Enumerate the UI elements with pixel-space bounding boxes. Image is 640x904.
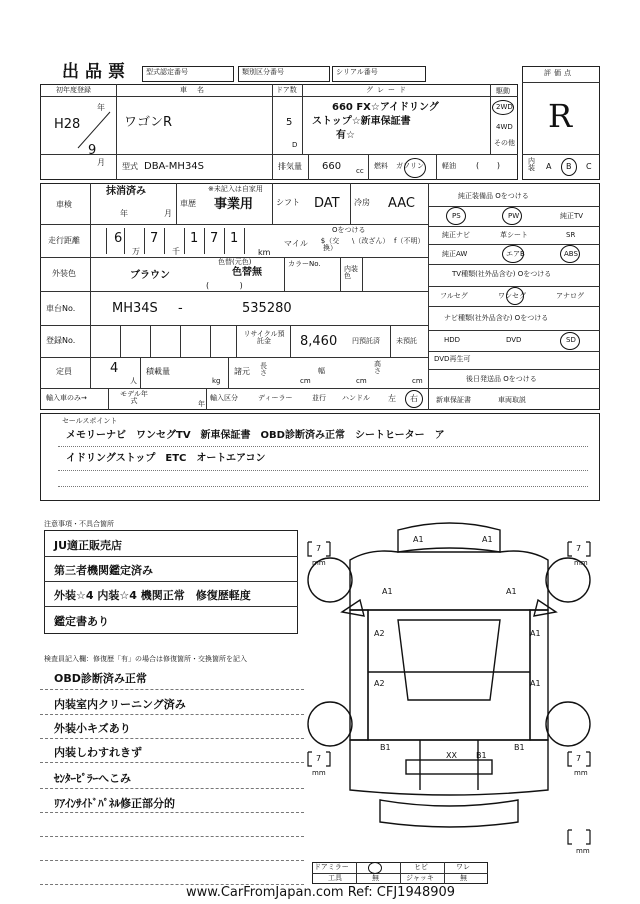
height-cm: cm — [412, 377, 423, 385]
after-title: 後日発送品 Oをつける — [466, 375, 537, 383]
tread-fr: 7 — [576, 544, 582, 553]
type-no-label: 型式認定番号 — [146, 68, 188, 76]
mile-opt-1: $（交換） — [320, 237, 340, 252]
handle-left: 左 — [388, 394, 396, 403]
mark-door-rr: A1 — [530, 679, 541, 688]
model-year-suffix: 年 — [198, 400, 205, 408]
chassis-label: 車台No. — [46, 304, 76, 313]
width-label: 幅 — [318, 367, 325, 375]
displacement-value: 660 — [322, 161, 342, 172]
crack-label: ヒビ — [414, 863, 428, 871]
model-year-label: モデル年式 — [120, 390, 148, 405]
door-mirror-label: ドアミラー — [314, 863, 349, 871]
interior-b: B — [566, 162, 572, 171]
tv-analog: アナログ — [556, 292, 584, 300]
chassis-model: MH34S — [112, 301, 158, 316]
shaken-year: 年 — [120, 209, 128, 218]
mileage-digit-5: 1 — [230, 231, 239, 246]
mile-opt-3: f（不明） — [394, 237, 425, 245]
score-label: 評価点 — [544, 69, 574, 77]
sales-points-label: セールスポイント — [62, 417, 118, 425]
equip-sr: SR — [566, 231, 576, 239]
drive-4wd: 4WD — [496, 123, 513, 131]
tool-label: 工具 — [328, 874, 342, 882]
tread-rr-mm: mm — [574, 769, 588, 777]
doors-value: 5 — [286, 117, 293, 128]
recycle-done: 円預託済 — [352, 337, 380, 345]
shaken-label: 車検 — [56, 200, 72, 209]
import-parallel: 並行 — [312, 394, 326, 402]
drive-label: 駆動 — [496, 87, 510, 95]
serial-label: シリアル番号 — [336, 68, 378, 76]
handle-label: ハンドル — [342, 394, 370, 402]
color-change-value: 色替無 — [232, 267, 262, 278]
doors-label: ドア数 — [276, 86, 297, 94]
note-3: 外装☆4 内装☆4 機関正常 修復歴軽度 — [54, 589, 251, 602]
cc-unit: cc — [356, 167, 364, 175]
inspector-4: 内装しわすれきず — [54, 746, 142, 759]
chassis-no: 535280 — [242, 301, 292, 316]
unit-man: 万 — [132, 247, 140, 256]
mark-front-left: A1 — [382, 587, 393, 596]
mileage-digit-3: 1 — [190, 231, 199, 246]
interior-color-label: 内装色 — [344, 265, 358, 280]
after-warranty: 新車保証書 — [436, 396, 471, 404]
tool-none: 無 — [372, 874, 379, 882]
history-value: 事業用 — [214, 197, 254, 212]
model-label: 型式 — [122, 162, 138, 171]
mileage-digit-4: 7 — [210, 231, 219, 246]
tv-fullseg: フルセグ — [440, 292, 468, 300]
mileage-digit-1: 6 — [114, 231, 123, 246]
equip-leather: 革シート — [500, 231, 528, 239]
cooler-value: AAC — [388, 196, 415, 211]
fuel-gasoline: ガソリン — [396, 162, 424, 170]
reg-year: H28 — [54, 117, 81, 132]
color-value: ブラウン — [130, 270, 170, 281]
tread-rr: 7 — [576, 754, 582, 763]
equip-pw: PW — [508, 212, 520, 220]
page-title: 出品票 — [62, 62, 131, 82]
name-label: 車名 — [180, 86, 214, 94]
interior-label: 内装 — [528, 157, 535, 172]
tread-rl-mm: mm — [312, 769, 326, 777]
shaken-month: 月 — [164, 209, 172, 218]
jack-none: 無 — [460, 874, 467, 882]
mileage-label: 走行距離 — [48, 236, 80, 245]
inspector-label: 検査員記入欄：修復歴「有」の場合は修復箇所・交換箇所を記入 — [44, 655, 247, 663]
tv-oneseg: ワンセグ — [498, 292, 526, 300]
equip-ps: PS — [452, 212, 461, 220]
capacity-unit: 人 — [130, 377, 137, 385]
equip-abs: ABS — [564, 250, 578, 258]
shaken-value: 抹消済み — [106, 186, 146, 197]
reg-month: 9 — [88, 143, 97, 158]
shift-value: DAT — [314, 196, 340, 211]
history-label: 車歴 — [180, 199, 196, 208]
color-no-label: カラーNo. — [288, 260, 321, 268]
jack-label: ジャッキ — [406, 874, 434, 882]
sales-points-line1: メモリーナビ ワンセグTV 新車保証書 OBD診断済み正常 シートヒーター ア — [66, 430, 445, 441]
displacement-label: 排気量 — [278, 162, 302, 171]
capacity-value: 4 — [110, 361, 119, 376]
equip-aw: 純正AW — [442, 250, 468, 258]
history-note: ※未記入は自家用 — [208, 185, 263, 193]
note-4: 鑑定書あり — [54, 615, 109, 628]
navi-dvd: DVD — [506, 336, 522, 344]
drive-other: その他 — [494, 139, 515, 147]
tread-fl-mm: mm — [312, 559, 326, 567]
import-kind-label: 輸入区分 — [210, 394, 238, 402]
note-1: JU適正販売店 — [54, 539, 123, 552]
mark-roof-left: A1 — [413, 535, 424, 544]
chassis-dash: - — [178, 301, 183, 316]
mileage-digit-2: 7 — [150, 231, 159, 246]
after-manual: 車両取説 — [498, 396, 526, 404]
width-cm: cm — [356, 377, 367, 385]
dvd-label: DVD再生可 — [434, 355, 471, 363]
footer-ref: www.CarFromJapan.com Ref: CFJ1948909 — [186, 885, 456, 900]
sales-points-line2: イドリングストップ ETC オートエアコン — [66, 453, 266, 464]
mark-front-right: A1 — [506, 587, 517, 596]
color-change-label: 色替(元色) — [218, 258, 252, 266]
fuel-label: 燃料 — [374, 162, 388, 170]
unit-sen: 千 — [172, 247, 180, 256]
inspector-2: 内装室内クリーニング済み — [54, 698, 186, 711]
import-dealer: ディーラー — [258, 394, 293, 402]
inspector-6: ﾘｱｲﾝｻｲﾄﾞﾊﾟﾈﾙ修正部分的 — [54, 797, 175, 810]
mark-door-fr: A1 — [530, 629, 541, 638]
year-kanji: 年 — [97, 103, 105, 112]
model-value: DBA-MH34S — [144, 161, 205, 172]
grade-line2: ストップ☆新車保証書 — [312, 116, 411, 127]
first-reg-label: 初年度登録 — [56, 86, 91, 94]
import-label: 輸入車のみ→ — [46, 394, 87, 402]
mile-circle-note: Oをつける — [332, 226, 366, 234]
handle-right: 右 — [410, 394, 418, 403]
equipment-title: 純正装備品 Oをつける — [458, 192, 529, 200]
recycle-not: 未預託 — [396, 337, 417, 345]
capacity-label: 定員 — [56, 367, 72, 376]
mark-rear-center: XX — [446, 751, 457, 760]
grade-line1: 660 FX☆アイドリング — [332, 102, 439, 113]
equip-navi: 純正ナビ — [442, 231, 470, 239]
interior-c: C — [586, 162, 592, 171]
inspector-3: 外装小キズあり — [54, 722, 131, 735]
break-label: ワレ — [456, 863, 470, 871]
navi-hdd: HDD — [444, 336, 461, 344]
class-no-label: 類別区分番号 — [242, 68, 284, 76]
equip-airbag: エアB — [506, 250, 525, 258]
notes-label: 注意事項・不具合箇所 — [44, 520, 114, 528]
mark-rear-right: B1 — [514, 743, 525, 752]
load-label: 積載量 — [146, 367, 170, 376]
mark-rear-left: B1 — [380, 743, 391, 752]
cooler-label: 冷房 — [354, 198, 370, 207]
tread-fr-mm: mm — [574, 559, 588, 567]
grade-line3: 有☆ — [336, 130, 355, 141]
doors-sub: D — [292, 141, 298, 149]
color-label: 外装色 — [52, 269, 76, 278]
note-2: 第三者機関鑑定済み — [54, 564, 153, 577]
mark-roof-right: A1 — [482, 535, 493, 544]
mark-door-fl: A2 — [374, 629, 385, 638]
recycle-value: 8,460 — [300, 334, 338, 349]
mile-opt-2: \（改ざん） — [352, 237, 390, 245]
drive-2wd: 2WD — [496, 103, 513, 111]
height-label: 高さ — [374, 360, 381, 375]
mark-rear-inner: B1 — [476, 751, 487, 760]
interior-a: A — [546, 162, 552, 171]
tread-fl: 7 — [316, 544, 322, 553]
tv-title: TV種類(社外品含む) Oをつける — [452, 270, 552, 278]
navi-title: ナビ種類(社外品含む) Oをつける — [444, 314, 549, 322]
unit-km: km — [258, 248, 271, 257]
score-value: R — [548, 97, 573, 135]
mile-label: マイル — [284, 239, 308, 248]
door-mirror-circle — [368, 862, 382, 874]
navi-sd: SD — [566, 336, 576, 344]
inspector-1: OBD診断済み正常 — [54, 672, 147, 685]
recycle-label: リサイクル預託金 — [243, 330, 285, 345]
equip-tv: 純正TV — [560, 212, 584, 220]
tread-rl: 7 — [316, 754, 322, 763]
month-kanji: 月 — [97, 158, 105, 167]
mark-door-rl: A2 — [374, 679, 385, 688]
reg-no-label: 登録No. — [46, 336, 76, 345]
length-cm: cm — [300, 377, 311, 385]
length-label: 長さ — [260, 362, 267, 377]
size-label: 諸元 — [234, 367, 250, 376]
tread-spare-mm: mm — [576, 847, 590, 855]
light-oil: 軽油 — [442, 162, 456, 170]
load-unit: kg — [212, 377, 221, 385]
grade-label: グレード — [366, 86, 410, 94]
vehicle-name: ワゴンR — [124, 115, 173, 130]
inspector-5: ｾﾝﾀｰﾋﾟﾗｰへこみ — [54, 772, 131, 785]
shift-label: シフト — [276, 198, 300, 207]
